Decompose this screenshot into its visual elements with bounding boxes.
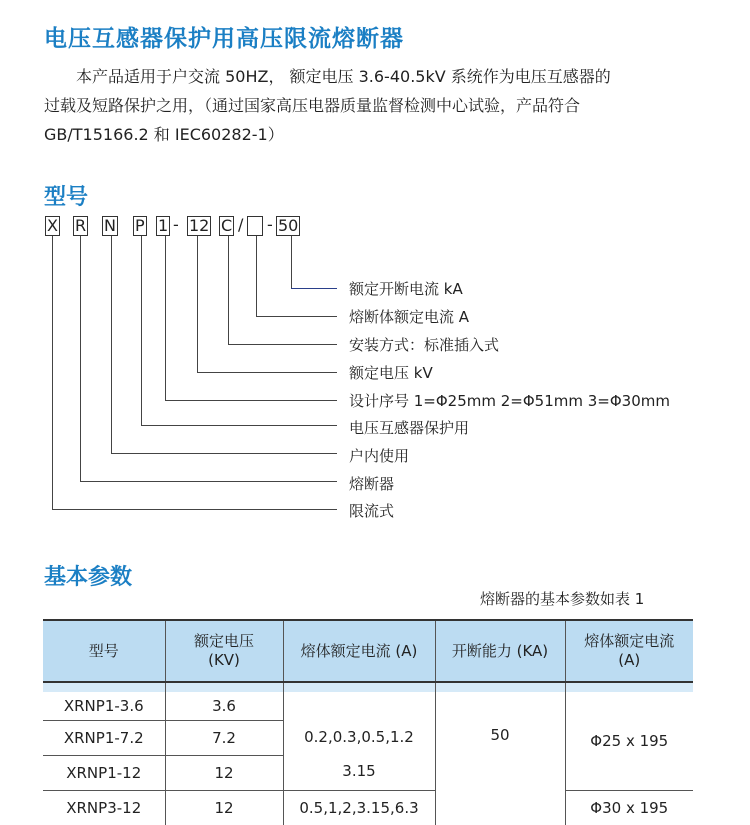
header-fuse-current: 熔体额定电流 (A) bbox=[283, 620, 435, 682]
current-values: 3.15 bbox=[284, 762, 435, 780]
header-text: 熔体额定电流 bbox=[584, 632, 674, 650]
code-char: 1 bbox=[156, 216, 170, 236]
code-char: C bbox=[219, 216, 234, 236]
header-text: 额定电压 bbox=[194, 632, 254, 650]
cell-breaking: 50 bbox=[435, 692, 565, 825]
cell-model: XRNP1-7.2 bbox=[43, 721, 165, 756]
header-voltage bbox=[165, 620, 283, 682]
code-label: 熔断器 bbox=[349, 473, 394, 494]
cell-fuse-current bbox=[283, 692, 435, 791]
code-char: 50 bbox=[276, 216, 300, 236]
table-caption: 熔断器的基本参数如表 1 bbox=[480, 588, 644, 609]
code-char: 12 bbox=[187, 216, 211, 236]
code-char: P bbox=[133, 216, 147, 236]
model-heading: 型号 bbox=[44, 180, 88, 211]
cell-voltage: 3.6 bbox=[165, 692, 283, 721]
table-header-row bbox=[43, 620, 693, 682]
code-dash: - bbox=[173, 216, 179, 234]
code-label: 额定开断电流 kA bbox=[349, 278, 463, 299]
code-char: X bbox=[45, 216, 60, 236]
cell-voltage: 7.2 bbox=[165, 721, 283, 756]
cell-fuse-current: 0.5,1,2,3.15,6.3 bbox=[283, 791, 435, 825]
page-title: 电压互感器保护用高压限流熔断器 bbox=[44, 20, 404, 53]
code-label: 户内使用 bbox=[349, 445, 409, 466]
code-char: N bbox=[102, 216, 118, 236]
code-label: 熔断体额定电流 A bbox=[349, 306, 469, 327]
cell-fuse-size: Φ25 x 195 bbox=[565, 692, 693, 791]
code-dash: - bbox=[267, 216, 273, 234]
params-heading: 基本参数 bbox=[44, 560, 132, 591]
code-label: 额定电压 kV bbox=[349, 362, 433, 383]
cell-voltage: 12 bbox=[165, 791, 283, 825]
table-row bbox=[43, 692, 693, 721]
intro-line: GB/T15166.2 和 IEC60282-1） bbox=[44, 120, 704, 149]
code-label: 电压互感器保护用 bbox=[349, 417, 469, 438]
cell-model: XRNP3-12 bbox=[43, 791, 165, 825]
header-unit: (KV) bbox=[208, 651, 240, 669]
header-model: 型号 bbox=[43, 620, 165, 682]
header-breaking: 开断能力 (KA) bbox=[435, 620, 565, 682]
intro-line: 本产品适用于户交流 50HZ， 额定电压 3.6-40.5kV 系统作为电压互感器的 bbox=[44, 62, 704, 91]
code-char-blank bbox=[247, 216, 263, 236]
code-label: 安装方式：标准插入式 bbox=[349, 334, 499, 355]
cell-voltage: 12 bbox=[165, 756, 283, 791]
params-table bbox=[43, 619, 693, 825]
header-fuse-size bbox=[565, 620, 693, 682]
code-label: 设计序号 1=Φ25mm 2=Φ51mm 3=Φ30mm bbox=[349, 390, 670, 411]
intro-text bbox=[44, 62, 704, 149]
intro-line: 过载及短路保护之用，（通过国家高压电器质量监督检测中心试验，产品符合 bbox=[44, 91, 704, 120]
code-label: 限流式 bbox=[349, 500, 394, 521]
table-row bbox=[43, 791, 693, 825]
current-values: 0.2,0.3,0.5,1.2 bbox=[284, 728, 435, 746]
code-char: R bbox=[73, 216, 88, 236]
header-unit: (A) bbox=[618, 651, 640, 669]
cell-fuse-size: Φ30 x 195 bbox=[565, 791, 693, 825]
cell-model: XRNP1-12 bbox=[43, 756, 165, 791]
code-slash: / bbox=[238, 216, 243, 234]
cell-model: XRNP1-3.6 bbox=[43, 692, 165, 721]
